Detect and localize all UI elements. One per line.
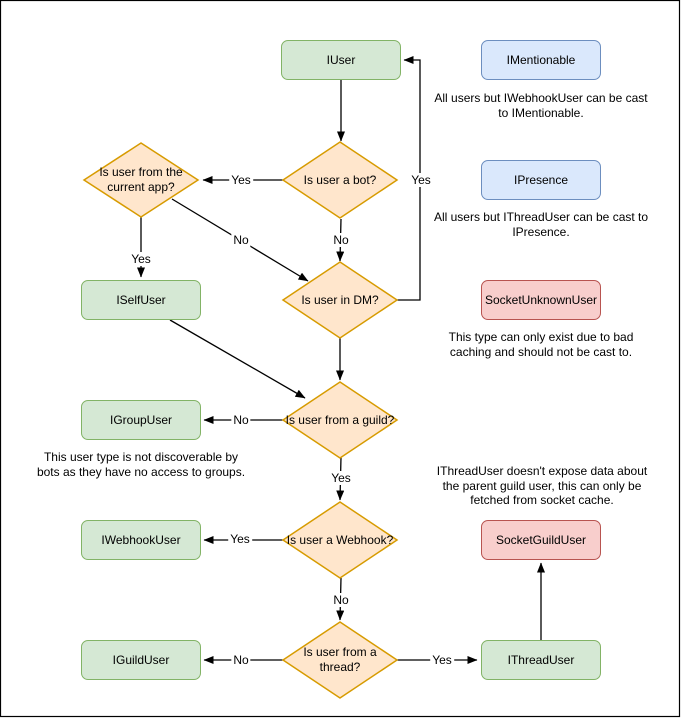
- edge-label-bot-yes: Yes: [231, 173, 251, 187]
- node-iguilduser: [81, 640, 201, 680]
- decision-is-bot-label: Is user a bot?: [303, 172, 377, 187]
- node-socketunknownuser: [481, 280, 601, 320]
- decision-from-guild-label: Is user from a guild?: [285, 412, 395, 427]
- node-ipresence: [481, 160, 601, 200]
- node-iselfuser-label: ISelfUser: [116, 293, 166, 307]
- edge-label-guild-no: No: [233, 413, 249, 427]
- node-ithreaduser-label: IThreadUser: [507, 653, 575, 667]
- node-socketguilduser-label: SocketGuildUser: [495, 533, 587, 547]
- edge-label-webhook-no: No: [333, 593, 349, 607]
- node-iselfuser: [81, 280, 201, 320]
- decision-from-current-app-label: Is user from the current app?: [99, 165, 183, 194]
- decision-in-dm-label: Is user in DM?: [301, 292, 379, 307]
- node-iguilduser-label: IGuildUser: [112, 653, 170, 667]
- edge-label-app-yes: Yes: [131, 252, 151, 266]
- node-iwebhookuser-label: IWebhookUser: [101, 533, 181, 547]
- node-socketguilduser: [481, 520, 601, 560]
- decision-from-thread-label: Is user from a thread?: [303, 645, 377, 674]
- edge-label-webhook-yes: Yes: [230, 532, 250, 546]
- node-ipresence-label: IPresence: [513, 173, 569, 187]
- edge-label-bot-no: No: [333, 233, 349, 247]
- node-iwebhookuser: [81, 520, 201, 560]
- node-socketunknownuser-label: SocketUnknownUser: [484, 293, 598, 307]
- decision-is-webhook-label: Is user a Webhook?: [286, 532, 394, 547]
- edge-label-thread-no: No: [233, 653, 249, 667]
- edge-label-guild-yes: Yes: [331, 471, 351, 485]
- node-imentionable-label: IMentionable: [506, 53, 576, 67]
- note-igroupuser: This user type is not discoverable by bots as they have no access to groups.: [36, 450, 246, 479]
- node-imentionable: [481, 40, 601, 80]
- node-iuser: [281, 40, 401, 80]
- edge-label-dm-yes-feedback: Yes: [411, 173, 431, 187]
- edge-label-app-no: No: [233, 233, 249, 247]
- note-ipresence: All users but IThreadUser can be cast to IPresence.: [433, 210, 649, 239]
- node-igroupuser: [81, 400, 201, 440]
- note-imentionable: All users but IWebhookUser can be cast to IMentionable.: [434, 91, 648, 120]
- edge-label-thread-yes: Yes: [432, 653, 452, 667]
- node-iuser-label: IUser: [326, 53, 356, 67]
- note-ithreaduser: IThreadUser doesn't expose data about the parent guild user, this can only be fetched from socket cache.: [436, 464, 648, 508]
- note-socketunknownuser: This type can only exist due to bad caching and should not be cast to.: [448, 330, 634, 359]
- node-igroupuser-label: IGroupUser: [109, 413, 173, 427]
- node-ithreaduser: [481, 640, 601, 680]
